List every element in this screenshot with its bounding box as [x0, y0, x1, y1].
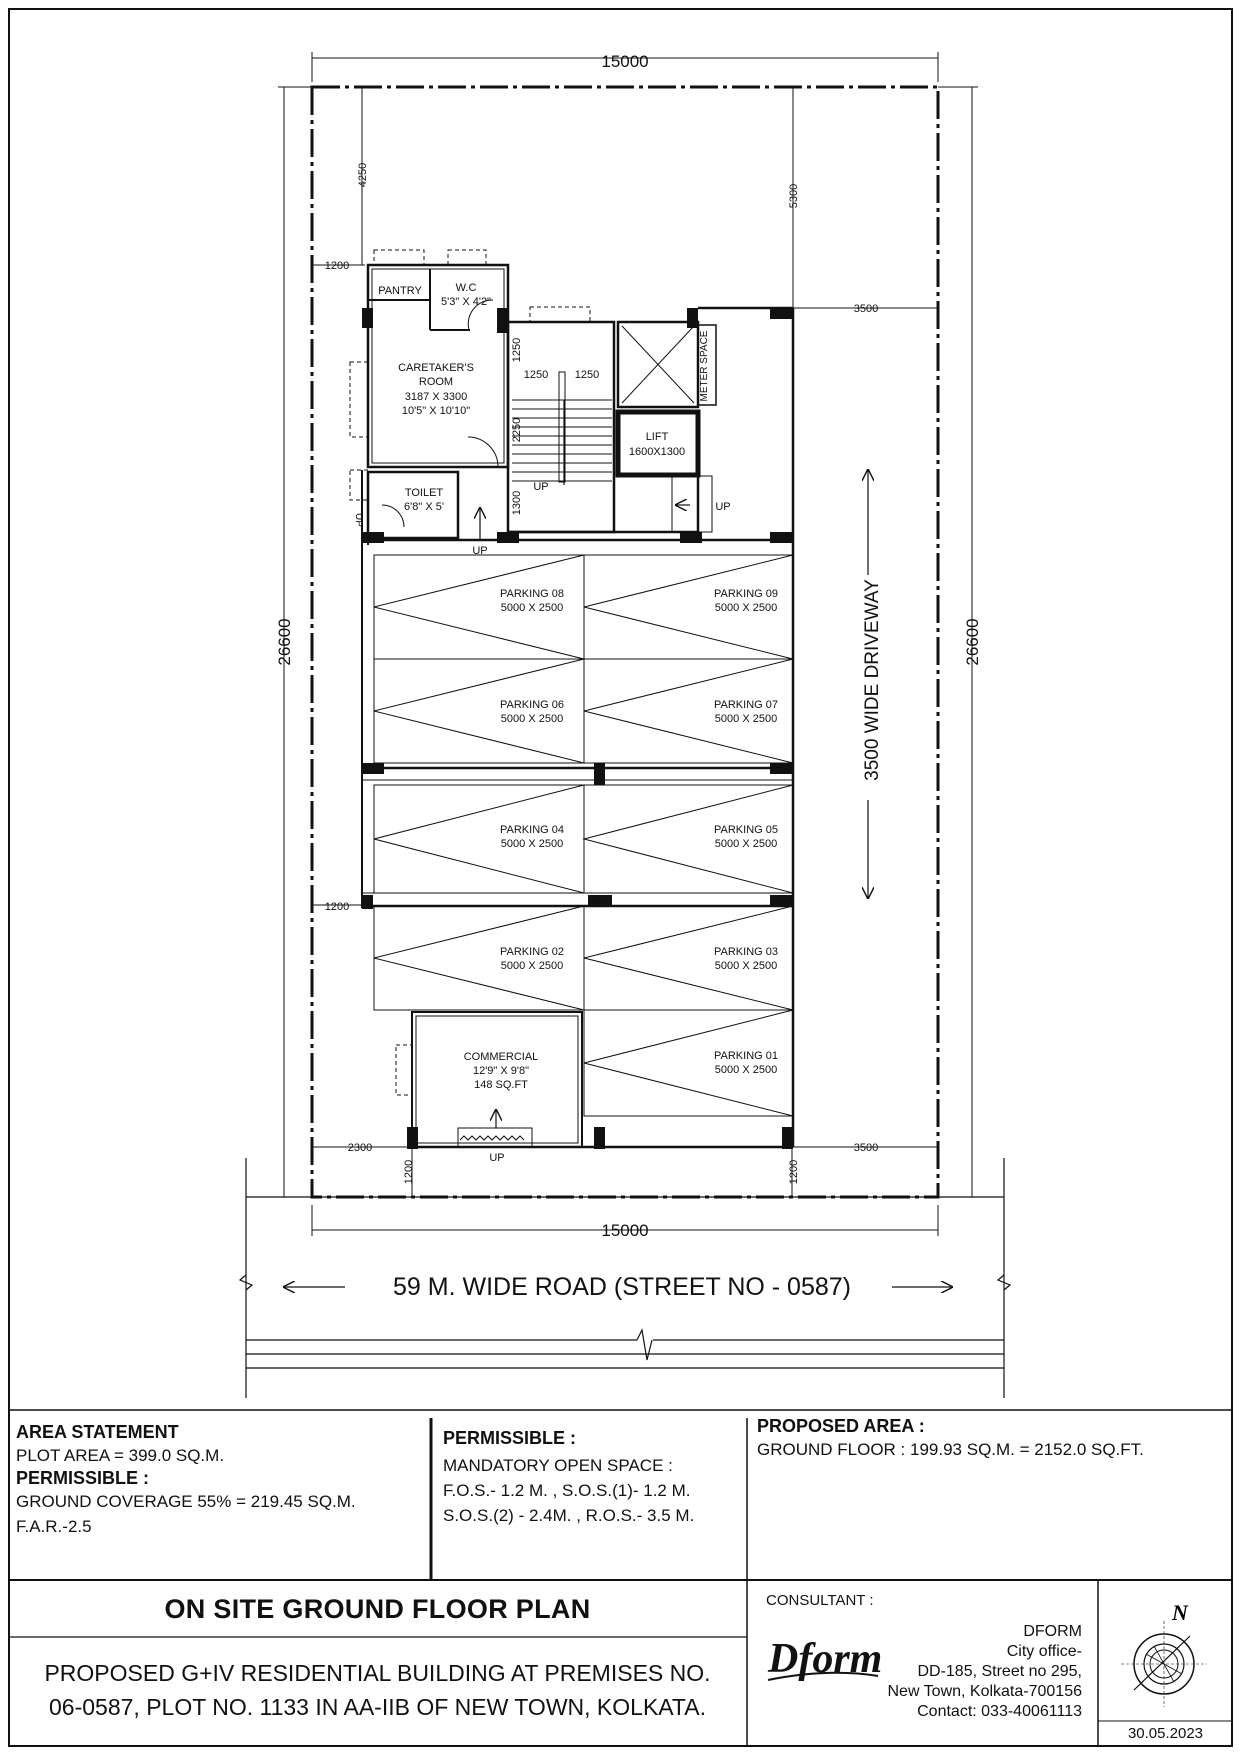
pantry-label: PANTRY	[378, 285, 422, 297]
north-label: N	[1172, 1600, 1188, 1625]
svg-text:Dform: Dform	[768, 1636, 883, 1682]
project-description-line-2: 06-0587, PLOT NO. 1133 IN AA-IIB OF NEW TOWN, KOLKATA.	[49, 1694, 706, 1720]
caretaker-size-1: 3187 X 3300	[404, 391, 468, 403]
dim-1200-b1: 1200	[403, 1159, 415, 1185]
wc-size: 5'3" X 4'2"	[441, 296, 491, 308]
parking-name: PARKING 05	[714, 824, 778, 836]
toilet-size: 6'8" X 5'	[404, 501, 444, 513]
parking-name: PARKING 06	[500, 699, 564, 711]
dim-5300: 5300	[788, 183, 800, 209]
dim-3500-top: 3500	[853, 303, 879, 315]
parking-size: 5000 X 2500	[500, 602, 564, 614]
stair-1250-h1: 1250	[523, 369, 549, 381]
parking-name: PARKING 07	[714, 699, 778, 711]
driveway-label: 3500 WIDE DRIVEWAY	[862, 579, 883, 781]
plot-boundary	[312, 87, 938, 1197]
parking-size: 5000 X 2500	[714, 838, 778, 850]
parking-stall-marking	[584, 659, 793, 763]
lift-label: LIFT	[645, 431, 669, 443]
far-text: F.A.R.-2.5	[16, 1517, 92, 1536]
parking-stall	[584, 906, 793, 1010]
parking-name: PARKING 01	[714, 1050, 778, 1062]
parking-stall	[374, 659, 584, 763]
parking-size: 5000 X 2500	[500, 960, 564, 972]
up-label: UP	[353, 513, 364, 527]
parking-stall-marking	[374, 906, 584, 1010]
open-space-line-1: F.O.S.- 1.2 M. , S.O.S.(1)- 1.2 M.	[443, 1481, 691, 1500]
dim-right: 26600	[963, 618, 982, 666]
dim-top: 15000	[601, 52, 649, 71]
dim-3500-bottom: 3500	[853, 1142, 879, 1154]
area-statement-title: AREA STATEMENT	[16, 1422, 179, 1442]
dim-1200-top: 1200	[324, 260, 350, 272]
parking-stall	[584, 659, 793, 763]
ground-coverage-text: GROUND COVERAGE 55% = 219.45 SQ.M.	[16, 1492, 356, 1511]
dim-2300: 2300	[347, 1142, 373, 1154]
parking-name: PARKING 04	[500, 824, 564, 836]
dim-1200-b2: 1200	[788, 1159, 800, 1185]
stair-1300: 1300	[511, 490, 523, 516]
stair-1250-h2: 1250	[574, 369, 600, 381]
meter-label: METER SPACE	[699, 330, 710, 402]
parking-size: 5000 X 2500	[714, 1064, 778, 1076]
parking-name: PARKING 09	[714, 588, 778, 600]
consultant-contact: Contact: 033-40061113	[917, 1703, 1082, 1720]
lift-shaft	[622, 326, 694, 403]
ground-floor-area: GROUND FLOOR : 199.93 SQ.M. = 2152.0 SQ.FT.	[757, 1440, 1144, 1459]
wc-label: W.C	[455, 282, 477, 294]
commercial-size: 12'9" X 9'8"	[472, 1065, 530, 1077]
dim-bottom: 15000	[601, 1221, 649, 1240]
up-label: UP	[715, 501, 731, 513]
drawing-title: ON SITE GROUND FLOOR PLAN	[164, 1594, 591, 1624]
parking-stall	[584, 1010, 793, 1116]
parking-name: PARKING 08	[500, 588, 564, 600]
caretaker-label-2: ROOM	[418, 376, 454, 388]
toilet-label: TOILET	[404, 487, 444, 499]
parking-stall-marking	[584, 1010, 793, 1116]
consultant-addr-2: New Town, Kolkata-700156	[887, 1683, 1082, 1700]
dim-4250: 4250	[357, 162, 369, 188]
permissible-title: PERMISSIBLE :	[16, 1468, 150, 1488]
up-label: UP	[489, 1152, 505, 1164]
drawing-date: 30.05.2023	[1127, 1725, 1204, 1742]
parking-labels	[500, 588, 778, 1076]
road-label: 59 M. WIDE ROAD (STREET NO - 0587)	[393, 1273, 851, 1301]
area-statement	[16, 1422, 428, 1539]
dim-left: 26600	[275, 618, 294, 666]
parking-stall	[374, 906, 584, 1010]
lift-size: 1600X1300	[628, 446, 686, 458]
consultant-address	[820, 1622, 1082, 1722]
parking-name: PARKING 03	[714, 946, 778, 958]
consultant-label: CONSULTANT :	[766, 1592, 874, 1609]
commercial-label: COMMERCIAL	[463, 1051, 539, 1063]
parking-size: 5000 X 2500	[500, 838, 564, 850]
parking-size: 5000 X 2500	[500, 713, 564, 725]
mandatory-open-space: MANDATORY OPEN SPACE :	[443, 1456, 673, 1475]
dim-1200-mid: 1200	[324, 901, 350, 913]
parking-size: 5000 X 2500	[714, 713, 778, 725]
consultant-office: City office-	[1006, 1643, 1082, 1660]
permissible-block	[443, 1428, 743, 1528]
parking-stall-marking	[374, 659, 584, 763]
plot-area-text: PLOT AREA = 399.0 SQ.M.	[16, 1446, 225, 1465]
consultant-addr-1: DD-185, Street no 295,	[917, 1663, 1082, 1680]
stair-1250-v: 1250	[511, 337, 523, 363]
permissible-block-title: PERMISSIBLE :	[443, 1428, 577, 1448]
north-arrow-icon	[1121, 1621, 1207, 1707]
parking-stall-marking	[584, 906, 793, 1010]
proposed-area-title: PROPOSED AREA :	[757, 1416, 925, 1436]
up-label: UP	[472, 545, 488, 557]
stair-2250: 2250	[511, 417, 523, 443]
open-space-line-2: S.O.S.(2) - 2.4M. , R.O.S.- 3.5 M.	[443, 1506, 695, 1525]
proposed-area-block	[757, 1416, 1227, 1462]
staircase	[512, 372, 612, 482]
project-description-line-1: PROPOSED G+IV RESIDENTIAL BUILDING AT PREMISES NO.	[44, 1660, 711, 1686]
caretaker-size-2: 10'5" X 10'10"	[401, 405, 471, 417]
caretaker-label-1: CARETAKER'S	[398, 362, 474, 374]
consultant-name: DFORM	[1023, 1623, 1082, 1640]
parking-size: 5000 X 2500	[714, 960, 778, 972]
parking-size: 5000 X 2500	[714, 602, 778, 614]
up-label: UP	[533, 481, 549, 493]
project-description	[8, 1656, 747, 1724]
parking-name: PARKING 02	[500, 946, 564, 958]
commercial-area: 148 SQ.FT	[474, 1079, 528, 1091]
